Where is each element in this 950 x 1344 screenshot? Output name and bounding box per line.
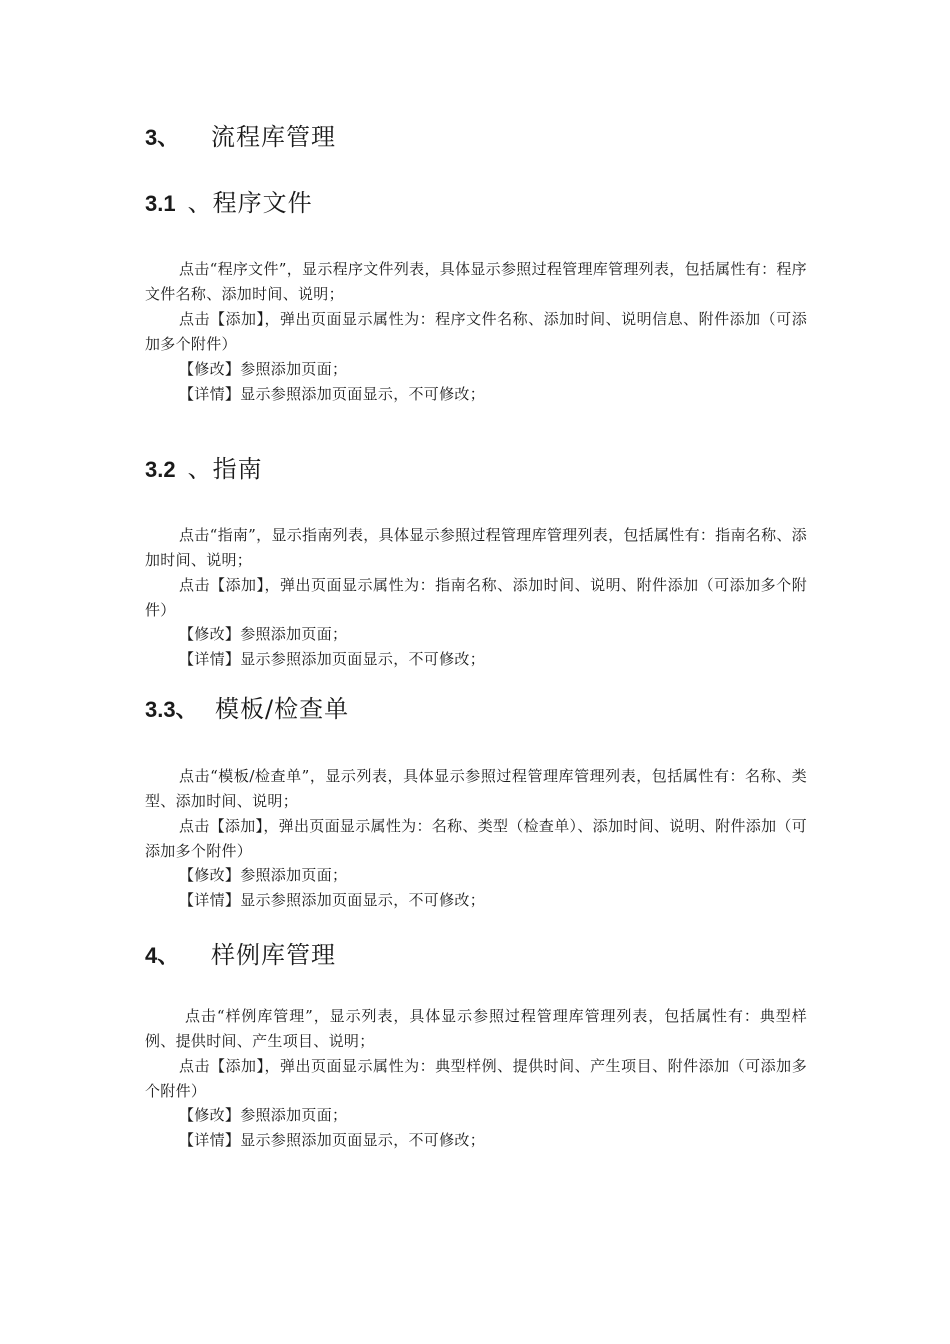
section-4-heading (145, 936, 336, 968)
section-4-paragraph-3: 【修改】参照添加页面； (179, 1106, 348, 1124)
section-3-1-number: 3.1 (145, 191, 176, 216)
section-3-2-paragraph-1: 点击“指南”，显示指南列表，具体显示参照过程管理库管理列表，包括属性有：指南名称、添加时间、说明； (145, 526, 807, 569)
section-3-1-heading (145, 191, 313, 215)
section-3-2-paragraph-3: 【修改】参照添加页面； (179, 625, 348, 643)
section-3-1-paragraph-3: 【修改】参照添加页面； (179, 360, 348, 378)
section-4-paragraph-4: 【详情】显示参照添加页面显示，不可修改； (179, 1131, 486, 1149)
section-3-3-number: 3.3、 (145, 697, 198, 722)
section-3-number: 3、 (145, 125, 180, 150)
section-3-2-title: 、指南 (187, 455, 263, 483)
section-4-paragraph-2: 点击【添加】，弹出页面显示属性为：典型样例、提供时间、产生项目、附件添加（可添加多个附件） (145, 1057, 807, 1100)
section-3-3-heading (145, 697, 349, 721)
section-3-1-paragraph-2: 点击【添加】，弹出页面显示属性为：程序文件名称、添加时间、说明信息、附件添加（可添加多个附件） (145, 310, 807, 353)
section-3-1-paragraph-1: 点击“程序文件”，显示程序文件列表，具体显示参照过程管理库管理列表，包括属性有：程序文件名称、添加时间、说明； (145, 260, 807, 303)
section-3-title: 流程库管理 (211, 123, 336, 151)
section-3-1-title: 、程序文件 (187, 189, 313, 217)
section-3-3-title: 模板/检查单 (215, 695, 350, 723)
section-3-2-heading (145, 457, 263, 481)
section-3-3-paragraph-4: 【详情】显示参照添加页面显示，不可修改； (179, 891, 486, 909)
section-3-heading (145, 118, 336, 150)
section-3-3-paragraph-3: 【修改】参照添加页面； (179, 866, 348, 884)
section-3-2-paragraph-2: 点击【添加】，弹出页面显示属性为：指南名称、添加时间、说明、附件添加（可添加多个附件） (145, 576, 807, 619)
section-3-3-paragraph-2: 点击【添加】，弹出页面显示属性为：名称、类型（检查单）、添加时间、说明、附件添加（可添加多个附件） (145, 817, 807, 860)
section-4-paragraph-1: 点击“样例库管理”，显示列表，具体显示参照过程管理库管理列表，包括属性有：典型样例、提供时间、产生项目、说明； (145, 1007, 807, 1050)
section-4-title: 样例库管理 (211, 941, 336, 969)
section-3-2-paragraph-4: 【详情】显示参照添加页面显示，不可修改； (179, 650, 486, 668)
section-3-1-paragraph-4: 【详情】显示参照添加页面显示，不可修改； (179, 385, 486, 403)
section-4-number: 4、 (145, 943, 180, 968)
section-3-3-paragraph-1: 点击“模板/检查单”，显示列表，具体显示参照过程管理库管理列表，包括属性有：名称、类型、添加时间、说明； (145, 767, 807, 810)
section-3-2-number: 3.2 (145, 457, 176, 482)
